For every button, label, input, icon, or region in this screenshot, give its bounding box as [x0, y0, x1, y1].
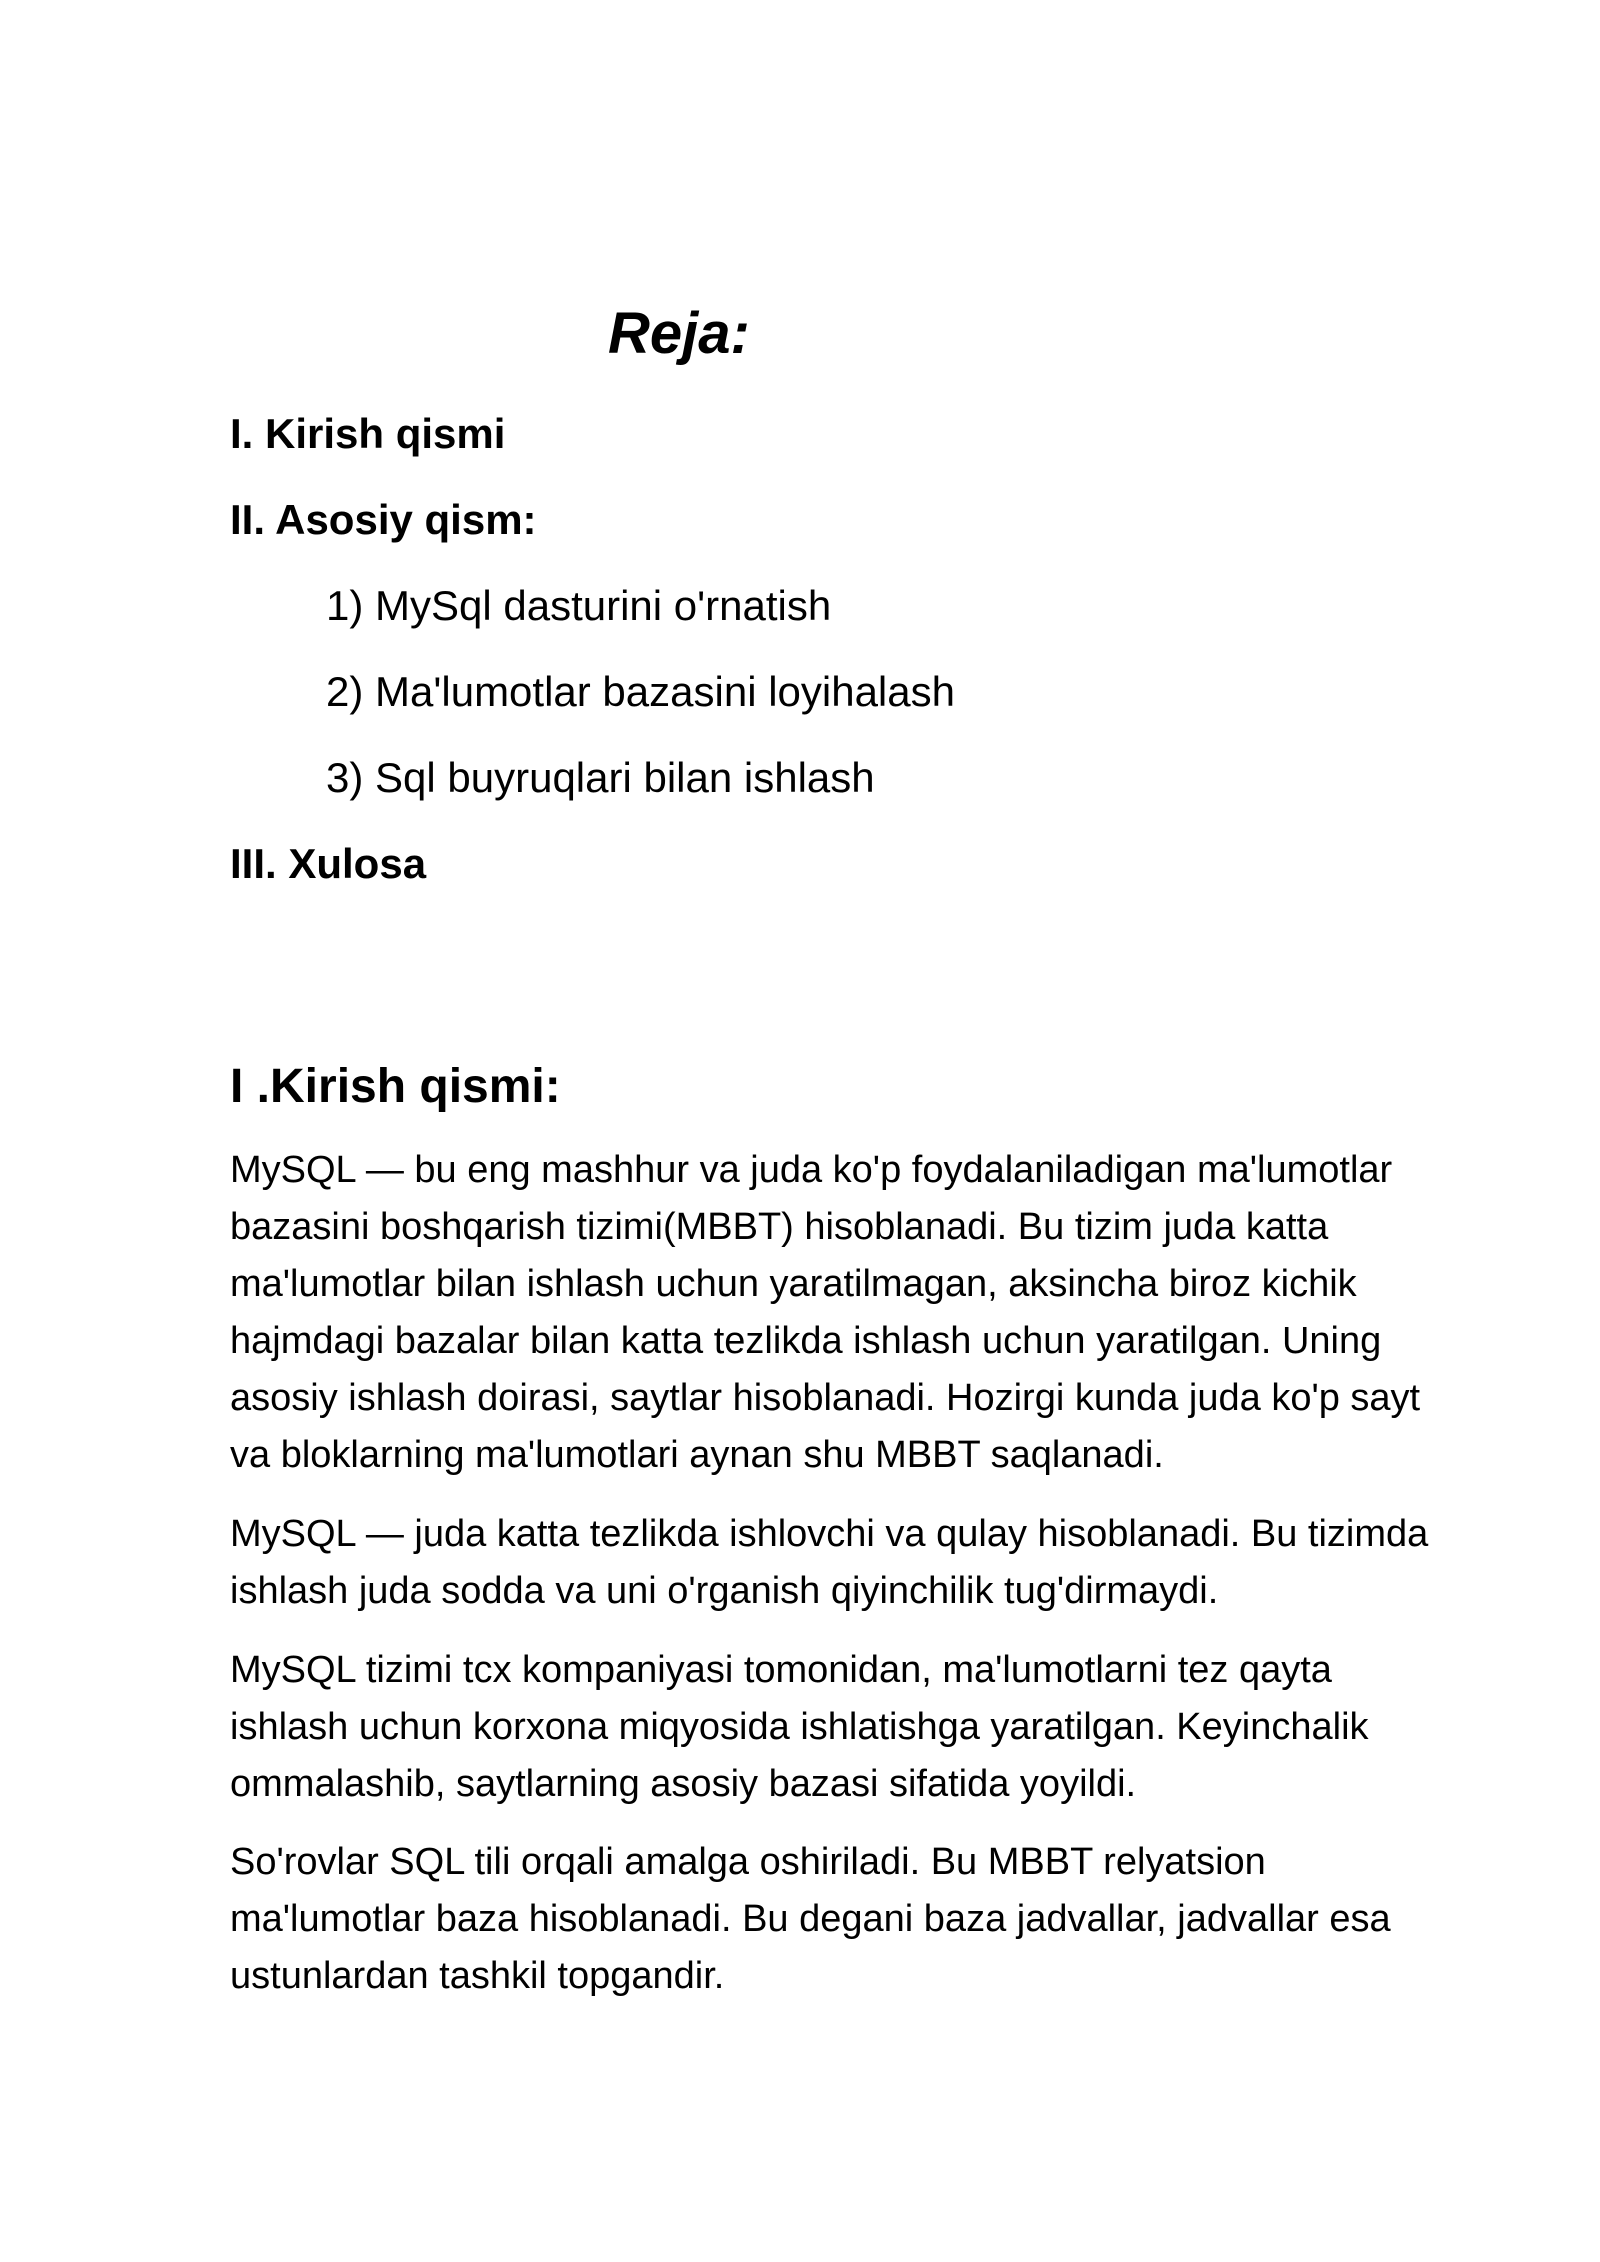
- section-heading-introduction: I .Kirish qismi:: [230, 1060, 561, 1113]
- plan-item-introduction: I. Kirish qismi: [230, 410, 506, 457]
- plan-item-conclusion: III. Xulosa: [230, 840, 427, 887]
- plan-subitem-design: 2) Ma'lumotlar bazasini loyihalash: [326, 668, 955, 715]
- paragraph-mysql-origin: MySQL tizimi tcx kompaniyasi tomonidan, ma'lumotlarni tez qayta ishlash uchun korxona miqyosida ishlatishga yaratilgan. Keyinchalik ommalashib, saytlarning asosiy bazasi sifatida yoyildi.: [230, 1649, 1369, 1805]
- plan-subitem-install: 1) MySql dasturini o'rnatish: [326, 582, 832, 629]
- paragraph-mysql-speed: MySQL — juda katta tezlikda ishlovchi va qulay hisoblanadi. Bu tizimda ishlash juda sodda va uni o'rganish qiyinchilik tug'dirmaydi.: [230, 1513, 1429, 1612]
- plan-subitem-sql-commands: 3) Sql buyruqlari bilan ishlash: [326, 754, 875, 801]
- paragraph-mysql-queries: So'rovlar SQL tili orqali amalga oshiriladi. Bu MBBT relyatsion ma'lumotlar baza hisoblanadi. Bu degani baza jadvallar, jadvallar esa ustunlardan tashkil topgandir.: [230, 1841, 1391, 1997]
- plan-title: Reja:: [608, 301, 750, 366]
- plan-item-main-part: II. Asosiy qism:: [230, 496, 537, 543]
- paragraph-mysql-overview: MySQL — bu eng mashhur va juda ko'p foydalaniladigan ma'lumotlar bazasini boshqarish tizimi(MBBT) hisoblanadi. Bu tizim juda katta ma'lumotlar bilan ishlash uchun yaratilmagan, aksincha biroz kichik hajmdagi bazalar bilan katta tezlikda ishlash uchun yaratilgan. Uning asosiy ishlash doirasi, saytlar hisoblanadi. Hozirgi kunda juda ko'p sayt va bloklarning ma'lumotlari aynan shu MBBT saqlanadi.: [230, 1149, 1421, 1476]
